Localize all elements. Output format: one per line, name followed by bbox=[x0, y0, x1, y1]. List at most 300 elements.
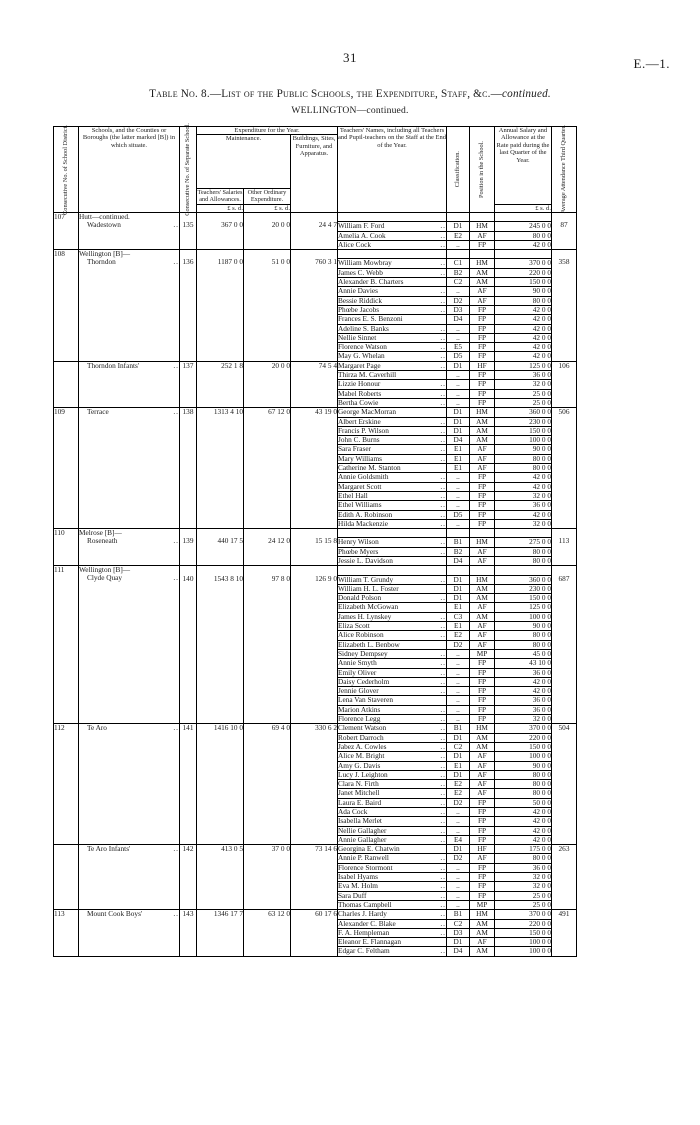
teacher-position: FP bbox=[470, 315, 495, 324]
col-expenditure: Expenditure for the Year. bbox=[197, 127, 338, 135]
teacher-salary: 80 0 0 bbox=[495, 770, 552, 779]
district-number: 109 bbox=[54, 408, 79, 529]
leader-dots: .. bbox=[440, 918, 446, 928]
teacher-position: AM bbox=[470, 919, 495, 928]
teacher-position: FP bbox=[470, 863, 495, 872]
teacher-salary: 230 0 0 bbox=[495, 584, 552, 593]
average-attendance: 87 bbox=[552, 213, 577, 250]
leader-dots: .. bbox=[440, 741, 446, 751]
teacher-position: FP bbox=[470, 398, 495, 407]
teacher-name: Florence Legg .. bbox=[338, 714, 446, 724]
teacher-salary: 230 0 0 bbox=[495, 417, 552, 426]
teacher-position: FP bbox=[470, 240, 495, 249]
teacher-position: HM bbox=[470, 575, 495, 584]
teacher-position: HM bbox=[470, 259, 495, 268]
buildings-amount: 60 17 6 bbox=[291, 910, 338, 956]
teacher-salary: 245 0 0 bbox=[495, 222, 552, 231]
teacher-salary: 150 0 0 bbox=[495, 742, 552, 751]
school-group-heading: Wellington [B]— bbox=[79, 249, 131, 259]
teacher-classification: E2 bbox=[447, 780, 470, 789]
teacher-salary: 42 0 0 bbox=[495, 687, 552, 696]
teacher-classification: .. bbox=[447, 705, 470, 714]
teacher-name: Phœbe Jacobs .. bbox=[338, 304, 446, 314]
teacher-name: Georgina E. Chatwin bbox=[338, 845, 447, 854]
leader-dots: .. bbox=[440, 769, 446, 779]
school-number: 136 bbox=[180, 250, 197, 362]
table-title-continued: continued. bbox=[502, 88, 551, 100]
teacher-name: George MacMorran bbox=[338, 408, 447, 417]
buildings-amount: 15 15 8 bbox=[291, 529, 338, 566]
leader-dots: .. bbox=[440, 481, 446, 491]
school-group-heading: Wellington [B]— bbox=[79, 565, 131, 575]
teacher-name: Ethel Hall .. bbox=[338, 490, 446, 500]
teacher-salary: 25 0 0 bbox=[495, 398, 552, 407]
teacher-position: AM bbox=[470, 928, 495, 937]
buildings-amount: 24 4 7 bbox=[291, 213, 338, 250]
teacher-name: Sidney Dempsey .. bbox=[338, 648, 446, 658]
table-row bbox=[54, 250, 577, 259]
teacher-position: AM bbox=[470, 594, 495, 603]
teacher-classification: D1 bbox=[447, 584, 470, 593]
teacher-salary: 370 0 0 bbox=[495, 724, 552, 733]
teacher-position: AF bbox=[470, 231, 495, 240]
other-expenditure-amount: 20 0 0 bbox=[244, 213, 291, 250]
buildings-amount: 73 14 6 bbox=[291, 845, 338, 910]
teacher-name: Clara N. Firth .. bbox=[338, 779, 446, 789]
teacher-position: AF bbox=[470, 854, 495, 863]
school-number: 140 bbox=[180, 566, 197, 724]
teacher-classification: .. bbox=[447, 696, 470, 705]
leader-dots: .. bbox=[440, 714, 446, 724]
teacher-classification: .. bbox=[447, 808, 470, 817]
teacher-name: Adeline S. Banks .. bbox=[338, 323, 446, 333]
teacher-name: Ada Cock .. bbox=[338, 807, 446, 816]
school-number: 137 bbox=[180, 361, 197, 407]
col-annual-salary: Annual Salary and Allowance at the Rate paid during the last Quarter of the Year. bbox=[495, 127, 552, 205]
teacher-name: Elizabeth McGowan bbox=[338, 603, 447, 612]
teacher-classification: C1 bbox=[447, 259, 470, 268]
col-maintenance: Maintenance. bbox=[197, 135, 291, 189]
teacher-name: Charles J. Hardy .. bbox=[338, 909, 446, 919]
teacher-position: FP bbox=[470, 808, 495, 817]
teacher-classification: C2 bbox=[447, 742, 470, 751]
buildings-amount: 330 6 2 bbox=[291, 724, 338, 845]
teacher-name: James C. Webb .. bbox=[338, 267, 446, 277]
table-row bbox=[54, 408, 577, 417]
teacher-salary: 90 0 0 bbox=[495, 761, 552, 770]
leader-dots: .. bbox=[440, 927, 446, 937]
teacher-salary: 43 10 0 bbox=[495, 659, 552, 668]
teacher-classification: E2 bbox=[447, 631, 470, 640]
teacher-name: Albert Erskine .. bbox=[338, 416, 446, 426]
leader-dots: .. bbox=[440, 472, 446, 482]
school-name: Clyde Quay .. bbox=[87, 573, 179, 583]
teacher-classification: E1 bbox=[447, 445, 470, 454]
teacher-salary: 90 0 0 bbox=[495, 445, 552, 454]
other-expenditure-amount: 24 12 0 bbox=[244, 529, 291, 566]
teacher-classification: D1 bbox=[447, 594, 470, 603]
teacher-name: May G. Whelan .. bbox=[338, 351, 446, 361]
table-row bbox=[54, 724, 577, 733]
school-name: Te Aro .. bbox=[87, 723, 179, 733]
school-name-cell bbox=[79, 250, 180, 362]
teacher-classification: E5 bbox=[447, 343, 470, 352]
teacher-position: FP bbox=[470, 677, 495, 686]
teacher-salary: 42 0 0 bbox=[495, 835, 552, 844]
leader-dots: .. bbox=[440, 332, 446, 342]
teacher-position: FP bbox=[470, 519, 495, 528]
teacher-name: Hilda Mackenzie .. bbox=[338, 518, 446, 528]
teacher-salary: 42 0 0 bbox=[495, 808, 552, 817]
average-attendance: 106 bbox=[552, 361, 577, 407]
school-name-cell bbox=[79, 724, 180, 845]
teacher-classification: E1 bbox=[447, 761, 470, 770]
leader-dots: .. bbox=[440, 853, 446, 863]
teacher-classification: E2 bbox=[447, 231, 470, 240]
leader-dots: .. bbox=[440, 862, 446, 872]
teacher-name: Annie Gallagher .. bbox=[338, 834, 446, 844]
teacher-salary: 80 0 0 bbox=[495, 547, 552, 556]
teacher-position: FP bbox=[470, 696, 495, 705]
salaries-amount: 252 1 8 bbox=[197, 361, 244, 407]
teacher-name: Eleanor E. Flannagan bbox=[338, 938, 447, 947]
teacher-classification: .. bbox=[447, 324, 470, 333]
leader-dots: .. bbox=[173, 723, 179, 733]
teacher-position: AF bbox=[470, 556, 495, 565]
teacher-position: AF bbox=[470, 640, 495, 649]
teacher-classification: D1 bbox=[447, 222, 470, 231]
leader-dots: .. bbox=[173, 220, 179, 230]
teacher-name: Alice Cock .. bbox=[338, 239, 446, 249]
table-row bbox=[54, 845, 577, 854]
teacher-name: Alice M. Bright .. bbox=[338, 751, 446, 761]
teacher-position: HM bbox=[470, 538, 495, 547]
teacher-position: HF bbox=[470, 845, 495, 854]
teacher-classification: .. bbox=[447, 817, 470, 826]
teacher-classification: D1 bbox=[447, 752, 470, 761]
teacher-name: Alice Robinson .. bbox=[338, 630, 446, 640]
salaries-amount: 1313 4 10 bbox=[197, 408, 244, 529]
col-district-no: Consecutive No. of School District. bbox=[54, 127, 79, 213]
school-name: Roseneath .. bbox=[87, 536, 179, 546]
teacher-classification: D2 bbox=[447, 296, 470, 305]
school-name-cell bbox=[79, 529, 180, 566]
leader-dots: .. bbox=[440, 425, 446, 435]
teacher-salary: 36 0 0 bbox=[495, 371, 552, 380]
teacher-position: FP bbox=[470, 380, 495, 389]
teacher-position: HF bbox=[470, 361, 495, 370]
teacher-name: Donald Polson .. bbox=[338, 593, 446, 603]
teacher-position: HM bbox=[470, 910, 495, 919]
teacher-name: Laura E. Baird .. bbox=[338, 797, 446, 807]
teacher-name: Jessie L. Davidson bbox=[338, 556, 447, 565]
teacher-name: Isabella Merlet .. bbox=[338, 816, 446, 826]
teacher-classification: D1 bbox=[447, 770, 470, 779]
other-expenditure-amount: 51 0 0 bbox=[244, 250, 291, 362]
teacher-position: FP bbox=[470, 324, 495, 333]
teacher-salary: 80 0 0 bbox=[495, 854, 552, 863]
teacher-classification: D1 bbox=[447, 938, 470, 947]
leader-dots: .. bbox=[440, 630, 446, 640]
leader-dots: .. bbox=[440, 304, 446, 314]
teacher-salary: 25 0 0 bbox=[495, 389, 552, 398]
school-name-cell bbox=[79, 566, 180, 724]
money-head-other: £ s. d. bbox=[244, 204, 291, 212]
leader-dots: .. bbox=[440, 360, 446, 370]
teacher-name: Henry Wilson .. bbox=[338, 537, 446, 547]
teacher-classification: D1 bbox=[447, 733, 470, 742]
table-title bbox=[0, 88, 700, 100]
leader-dots: .. bbox=[440, 909, 446, 919]
teacher-classification: E1 bbox=[447, 454, 470, 463]
teacher-position: FP bbox=[470, 659, 495, 668]
teacher-salary: 80 0 0 bbox=[495, 556, 552, 565]
table-row bbox=[54, 213, 577, 222]
teacher-salary: 42 0 0 bbox=[495, 240, 552, 249]
school-name: Thorndon Infants' .. bbox=[87, 360, 179, 370]
teacher-position: AM bbox=[470, 426, 495, 435]
teacher-salary: 90 0 0 bbox=[495, 622, 552, 631]
average-attendance: 504 bbox=[552, 724, 577, 845]
teacher-position: FP bbox=[470, 668, 495, 677]
teacher-position: HM bbox=[470, 222, 495, 231]
teacher-position: AM bbox=[470, 278, 495, 287]
leader-dots: .. bbox=[173, 257, 179, 267]
salaries-amount: 413 0 5 bbox=[197, 845, 244, 910]
teacher-name: Jabez A. Cowles .. bbox=[338, 741, 446, 751]
table-title-text: —List of the Public Schools, the Expenditure, Staff, &c.— bbox=[209, 88, 503, 100]
leader-dots: .. bbox=[440, 834, 446, 844]
teacher-classification: .. bbox=[447, 659, 470, 668]
teacher-salary: 42 0 0 bbox=[495, 305, 552, 314]
average-attendance: 263 bbox=[552, 845, 577, 910]
leader-dots: .. bbox=[440, 881, 446, 891]
teacher-classification: D4 bbox=[447, 947, 470, 956]
leader-dots: .. bbox=[440, 611, 446, 621]
teacher-classification: .. bbox=[447, 715, 470, 724]
teacher-name: Phœbe Myers .. bbox=[338, 546, 446, 556]
teacher-position: AF bbox=[470, 287, 495, 296]
teacher-salary: 42 0 0 bbox=[495, 324, 552, 333]
leader-dots: .. bbox=[173, 573, 179, 583]
school-group-heading: Hutt—continued. bbox=[79, 212, 130, 221]
teacher-name bbox=[338, 566, 447, 575]
leader-dots: .. bbox=[440, 546, 446, 556]
teacher-name: Marion Atkins .. bbox=[338, 704, 446, 714]
teacher-name: Clement Watson .. bbox=[338, 723, 446, 733]
teacher-name: Edgar C. Feltham .. bbox=[338, 946, 446, 956]
buildings-amount: 760 3 1 bbox=[291, 250, 338, 362]
teacher-name: James H. Lynskey .. bbox=[338, 611, 446, 621]
teacher-salary: 80 0 0 bbox=[495, 464, 552, 473]
other-expenditure-amount: 67 12 0 bbox=[244, 408, 291, 529]
teacher-name: Edith A. Robinson .. bbox=[338, 509, 446, 519]
teacher-salary: 150 0 0 bbox=[495, 426, 552, 435]
leader-dots: .. bbox=[440, 453, 446, 463]
teacher-classification: B2 bbox=[447, 547, 470, 556]
teacher-salary: 36 0 0 bbox=[495, 668, 552, 677]
district-number: 110 bbox=[54, 529, 79, 566]
teacher-name: Annie Goldsmith .. bbox=[338, 472, 446, 482]
teacher-name: Thirza M. Caverhill bbox=[338, 371, 447, 380]
teacher-name: William Mowbray .. bbox=[338, 258, 446, 268]
teacher-classification: .. bbox=[447, 371, 470, 380]
teacher-position: FP bbox=[470, 501, 495, 510]
teacher-salary: 100 0 0 bbox=[495, 947, 552, 956]
teacher-position: FP bbox=[470, 333, 495, 342]
average-attendance: 358 bbox=[552, 250, 577, 362]
teacher-salary: 90 0 0 bbox=[495, 287, 552, 296]
teacher-classification: .. bbox=[447, 398, 470, 407]
teacher-name: Annie Smyth .. bbox=[338, 658, 446, 668]
teacher-salary: 36 0 0 bbox=[495, 705, 552, 714]
teacher-salary: 32 0 0 bbox=[495, 491, 552, 500]
teacher-position: FP bbox=[470, 352, 495, 361]
leader-dots: .. bbox=[440, 732, 446, 742]
money-head-salaries: £ s. d. bbox=[197, 204, 244, 212]
teacher-salary: 150 0 0 bbox=[495, 928, 552, 937]
district-number: 108 bbox=[54, 250, 79, 362]
leader-dots: .. bbox=[440, 760, 446, 770]
teacher-salary: 42 0 0 bbox=[495, 677, 552, 686]
leader-dots: .. bbox=[440, 444, 446, 454]
teacher-name: Mabel Roberts .. bbox=[338, 388, 446, 398]
teacher-position: MP bbox=[470, 649, 495, 658]
leader-dots: .. bbox=[440, 779, 446, 789]
teacher-name: Nellie Sinnet .. bbox=[338, 332, 446, 342]
leader-dots: .. bbox=[440, 351, 446, 361]
table-head bbox=[54, 123, 577, 216]
teacher-salary: 125 0 0 bbox=[495, 361, 552, 370]
teacher-name: Lucy J. Leighton .. bbox=[338, 769, 446, 779]
teacher-name: Isabel Hyams .. bbox=[338, 872, 446, 882]
teacher-position: FP bbox=[470, 817, 495, 826]
teacher-salary: 360 0 0 bbox=[495, 408, 552, 417]
teacher-name: Sara Fraser .. bbox=[338, 444, 446, 454]
district-number: 113 bbox=[54, 910, 79, 956]
leader-dots: .. bbox=[173, 909, 179, 919]
teacher-position: FP bbox=[470, 873, 495, 882]
leader-dots: .. bbox=[440, 872, 446, 882]
teacher-classification: E1 bbox=[447, 622, 470, 631]
teacher-salary: 36 0 0 bbox=[495, 501, 552, 510]
teacher-name: Florence Stormont .. bbox=[338, 862, 446, 872]
teacher-name: Lizzie Honour .. bbox=[338, 379, 446, 389]
average-attendance: 491 bbox=[552, 910, 577, 956]
teacher-name: Bertha Cowie .. bbox=[338, 397, 446, 407]
teacher-classification: B1 bbox=[447, 724, 470, 733]
teacher-name: Eva M. Holm .. bbox=[338, 881, 446, 891]
leader-dots: .. bbox=[440, 490, 446, 500]
district-number: 112 bbox=[54, 724, 79, 845]
teacher-classification: C2 bbox=[447, 919, 470, 928]
teacher-classification: E2 bbox=[447, 789, 470, 798]
teacher-position: AM bbox=[470, 733, 495, 742]
teacher-position: FP bbox=[470, 473, 495, 482]
teacher-name: Annie Davies .. bbox=[338, 286, 446, 296]
teacher-name: Thomas Campbell .. bbox=[338, 899, 446, 909]
teacher-salary: 125 0 0 bbox=[495, 603, 552, 612]
teacher-salary: 80 0 0 bbox=[495, 231, 552, 240]
school-name: Wadestown .. bbox=[87, 220, 179, 230]
school-number: 141 bbox=[180, 724, 197, 845]
teacher-classification: B1 bbox=[447, 910, 470, 919]
table-body bbox=[54, 213, 577, 957]
teacher-classification: .. bbox=[447, 473, 470, 482]
school-name-cell bbox=[79, 910, 180, 956]
teacher-name: Alexander B. Charters bbox=[338, 278, 447, 287]
teacher-salary: 80 0 0 bbox=[495, 780, 552, 789]
teacher-classification: .. bbox=[447, 380, 470, 389]
teacher-salary: 42 0 0 bbox=[495, 333, 552, 342]
teacher-name: F. A. Hempleman .. bbox=[338, 927, 446, 937]
leader-dots: .. bbox=[440, 816, 446, 826]
teacher-classification: .. bbox=[447, 863, 470, 872]
teacher-name: Margaret Page .. bbox=[338, 360, 446, 370]
teacher-salary: 370 0 0 bbox=[495, 259, 552, 268]
teacher-name: Ethel Williams .. bbox=[338, 500, 446, 510]
teacher-name: Amy G. Davis .. bbox=[338, 760, 446, 770]
teacher-classification: .. bbox=[447, 668, 470, 677]
teacher-classification: D1 bbox=[447, 845, 470, 854]
teacher-name: Florence Watson .. bbox=[338, 342, 446, 352]
teacher-salary: 100 0 0 bbox=[495, 752, 552, 761]
teacher-position: AF bbox=[470, 454, 495, 463]
leader-dots: .. bbox=[440, 676, 446, 686]
table-label: Table No. 8. bbox=[149, 88, 210, 100]
col-attendance: Average Attendance Third Quarter. bbox=[552, 127, 577, 213]
page-code: E.—1. bbox=[633, 56, 670, 71]
leader-dots: .. bbox=[440, 286, 446, 296]
leader-dots: .. bbox=[440, 890, 446, 900]
school-name: Terrace .. bbox=[87, 407, 179, 417]
teacher-name: Jennie Glover .. bbox=[338, 686, 446, 696]
teacher-position: FP bbox=[470, 715, 495, 724]
teacher-classification: D2 bbox=[447, 640, 470, 649]
teacher-salary: 42 0 0 bbox=[495, 352, 552, 361]
leader-dots: .. bbox=[440, 807, 446, 816]
teacher-classification: .. bbox=[447, 677, 470, 686]
teacher-position: AF bbox=[470, 445, 495, 454]
other-expenditure-amount: 69 4 0 bbox=[244, 724, 291, 845]
salaries-amount: 1346 17 7 bbox=[197, 910, 244, 956]
leader-dots: .. bbox=[440, 658, 446, 668]
teacher-name: Amelia A. Cook .. bbox=[338, 230, 446, 240]
leader-dots: .. bbox=[440, 416, 446, 426]
teacher-position bbox=[470, 566, 495, 575]
leader-dots: .. bbox=[440, 258, 446, 268]
teacher-salary: 100 0 0 bbox=[495, 436, 552, 445]
average-attendance: 687 bbox=[552, 566, 577, 724]
teacher-position: FP bbox=[470, 826, 495, 835]
leader-dots: .. bbox=[440, 230, 446, 240]
teacher-salary: 32 0 0 bbox=[495, 380, 552, 389]
leader-dots: .. bbox=[440, 704, 446, 714]
leader-dots: .. bbox=[440, 397, 446, 407]
teacher-classification: .. bbox=[447, 482, 470, 491]
leader-dots: .. bbox=[440, 295, 446, 305]
teacher-salary: 100 0 0 bbox=[495, 612, 552, 621]
leader-dots: .. bbox=[440, 518, 446, 528]
teacher-classification: .. bbox=[447, 333, 470, 342]
teacher-position: FP bbox=[470, 305, 495, 314]
leader-dots: .. bbox=[440, 509, 446, 519]
teacher-position: AF bbox=[470, 547, 495, 556]
district-number: 107 bbox=[54, 213, 79, 250]
teacher-name: Catherine M. Stanton bbox=[338, 464, 447, 473]
school-name-cell bbox=[79, 361, 180, 407]
teacher-position: FP bbox=[470, 835, 495, 844]
